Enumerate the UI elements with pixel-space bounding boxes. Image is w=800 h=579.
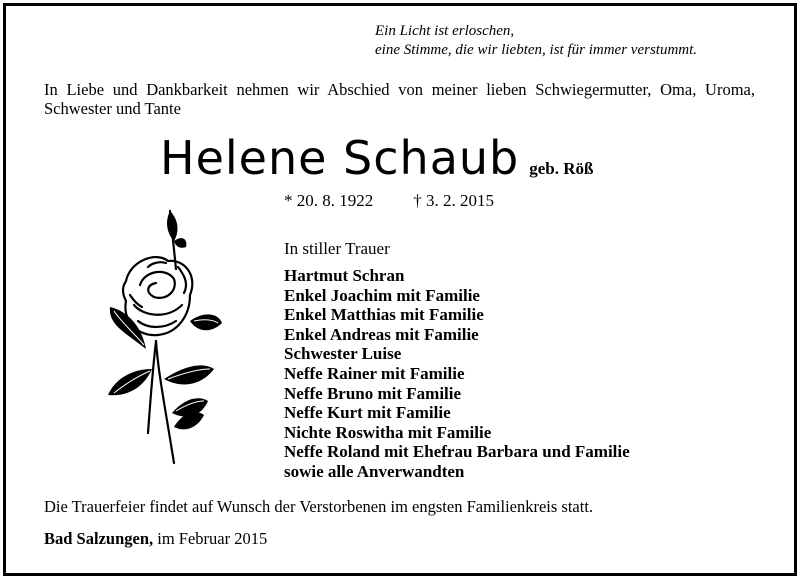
life-dates	[284, 191, 494, 211]
rose-icon	[86, 201, 236, 471]
mourners-list	[284, 266, 630, 482]
funeral-note: Die Trauerfeier findet auf Wunsch der Verstorbenen im engsten Familienkreis statt.	[44, 497, 594, 516]
mourning-heading: In stiller Trauer	[284, 239, 390, 258]
birth-date: * 20. 8. 1922	[284, 191, 374, 210]
list-item: Enkel Andreas mit Familie	[284, 324, 479, 344]
quote-line-2: eine Stimme, die wir liebten, ist für immer verstummt.	[375, 42, 698, 58]
list-item: sowie alle Anverwandten	[284, 461, 465, 481]
list-item: Neffe Roland mit Ehefrau Barbara und Familie	[284, 442, 630, 462]
intro-text: In Liebe und Dankbarkeit nehmen wir Abschied von meiner lieben Schwiegermutter, Oma, Uroma, Schwester und Tante	[44, 80, 755, 118]
date: im Februar 2015	[157, 529, 268, 548]
memorial-quote	[375, 22, 775, 60]
list-item: Enkel Matthias mit Familie	[284, 305, 484, 325]
birth-name: geb. Röß	[529, 159, 594, 178]
place-date-line	[44, 529, 267, 549]
list-item: Schwester Luise	[284, 344, 402, 364]
list-item: Neffe Rainer mit Familie	[284, 363, 465, 383]
list-item: Hartmut Schran	[284, 266, 405, 285]
deceased-name: Helene Schaub	[160, 131, 520, 185]
quote-line-1: Ein Licht ist erloschen,	[375, 23, 515, 39]
deceased-name-block	[160, 131, 593, 185]
list-item: Neffe Bruno mit Familie	[284, 383, 462, 403]
list-item: Neffe Kurt mit Familie	[284, 403, 451, 423]
list-item: Enkel Joachim mit Familie	[284, 285, 480, 305]
place: Bad Salzungen,	[44, 529, 154, 548]
list-item: Nichte Roswitha mit Familie	[284, 422, 492, 442]
death-date: † 3. 2. 2015	[413, 191, 494, 210]
